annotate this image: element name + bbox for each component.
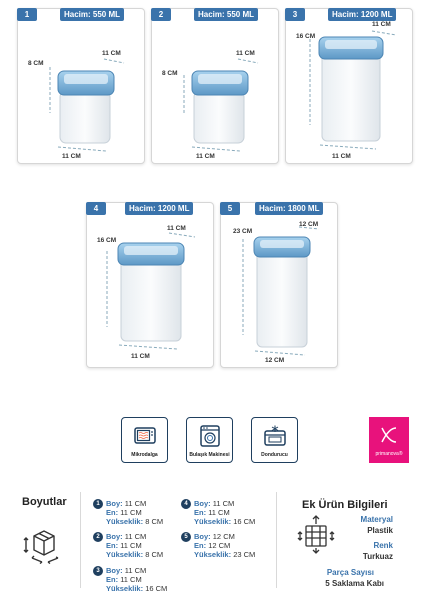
volume-badge: Hacim: 1800 ML xyxy=(255,202,323,215)
product-number: 1 xyxy=(17,8,37,21)
width-label: 11 CM xyxy=(167,225,186,232)
height-label: 8 CM xyxy=(28,60,44,67)
volume-badge: Hacim: 1200 ML xyxy=(125,202,193,215)
feature-microwave xyxy=(121,417,168,463)
product-card-3 xyxy=(285,8,413,164)
width-label: 11 CM xyxy=(236,50,255,57)
microwave-icon xyxy=(134,425,156,447)
height-label: 8 CM xyxy=(162,70,178,77)
height-label: 23 CM xyxy=(233,228,253,235)
product-card-2 xyxy=(151,8,279,164)
divider xyxy=(80,492,81,588)
depth-label: 11 CM xyxy=(196,153,215,160)
depth-label: 11 CM xyxy=(332,153,351,160)
depth-label: 11 CM xyxy=(131,353,150,360)
product-number: 3 xyxy=(285,8,305,21)
dimension-spec-2: 2 Boy: 11 CM En: 11 CM Yükseklik: 8 CM xyxy=(93,532,183,562)
extra-info-title: Ek Ürün Bilgileri xyxy=(302,499,388,511)
width-label: 11 CM xyxy=(102,50,121,57)
feature-label: Bulaşık Makinesi xyxy=(189,452,230,458)
volume-badge: Hacim: 550 ML xyxy=(194,8,258,21)
product-number: 2 xyxy=(151,8,171,21)
depth-label: 12 CM xyxy=(265,357,285,364)
material-value: Plastik xyxy=(367,526,393,535)
parts-key: Parça Sayısı xyxy=(326,568,374,577)
width-label: 11 CM xyxy=(372,21,391,28)
color-value: Turkuaz xyxy=(362,552,393,561)
feature-label: Dondurucu xyxy=(261,452,288,458)
material-key: Materyal xyxy=(360,515,393,524)
feature-label: Mikrodalga xyxy=(131,452,158,458)
container-image xyxy=(233,225,329,359)
volume-badge: Hacim: 550 ML xyxy=(60,8,124,21)
color-key: Renk xyxy=(373,541,393,550)
height-label: 16 CM xyxy=(296,33,316,40)
width-label: 12 CM xyxy=(299,221,319,228)
container-image xyxy=(44,57,128,153)
brand-logo xyxy=(369,417,409,463)
container-image xyxy=(306,29,402,153)
dimension-spec-1: 1 Boy: 11 CM En: 11 CM Yükseklik: 8 CM xyxy=(93,499,183,529)
dishwasher-icon xyxy=(199,425,221,447)
feature-freezer xyxy=(251,417,298,463)
dimensions-title: Boyutlar xyxy=(22,496,67,508)
material-fabric-icon xyxy=(296,514,342,554)
volume-badge: Hacim: 1200 ML xyxy=(328,8,396,21)
product-number: 5 xyxy=(220,202,240,215)
depth-label: 11 CM xyxy=(62,153,81,160)
product-card-1 xyxy=(17,8,145,164)
container-image xyxy=(178,57,262,153)
box-dimensions-icon xyxy=(22,522,66,564)
dimension-spec-5: 5 Boy: 12 CM En: 12 CM Yükseklik: 23 CM xyxy=(181,532,273,562)
product-card-5 xyxy=(220,202,338,368)
brand-mark-icon xyxy=(379,425,399,445)
container-image xyxy=(103,231,203,353)
dimension-spec-3: 3 Boy: 11 CM En: 11 CM Yükseklik: 16 CM xyxy=(93,566,183,596)
product-card-4 xyxy=(86,202,214,368)
brand-name: primanova® xyxy=(375,451,403,457)
product-number: 4 xyxy=(86,202,106,215)
parts-value: 5 Saklama Kabı xyxy=(325,579,384,588)
feature-dishwasher xyxy=(186,417,233,463)
freezer-icon xyxy=(264,425,286,447)
divider xyxy=(276,492,277,588)
height-label: 16 CM xyxy=(97,237,117,244)
dimension-spec-4: 4 Boy: 11 CM En: 11 CM Yükseklik: 16 CM xyxy=(181,499,273,529)
